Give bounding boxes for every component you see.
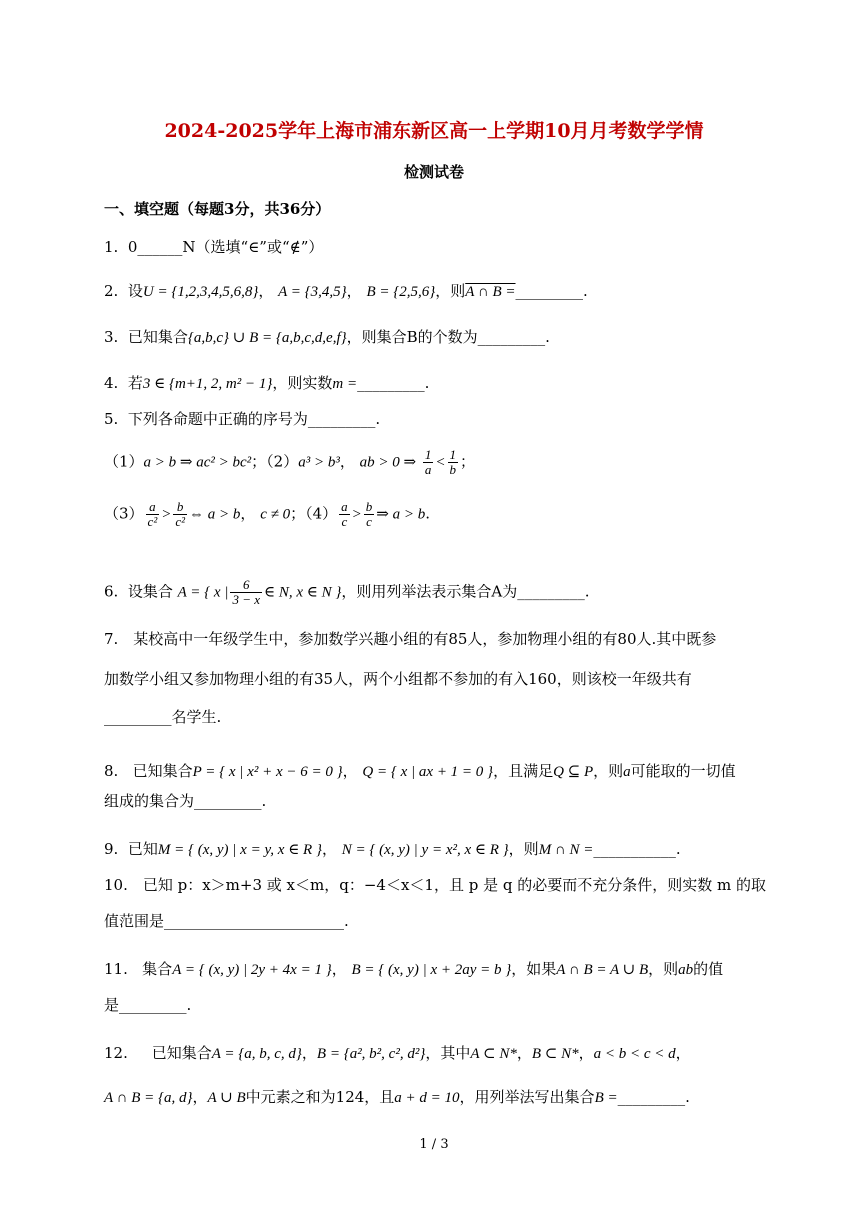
question-10-line-2: 值范围是________________________.	[104, 912, 349, 930]
section-heading: 一、填空题（每题3分，共36分）	[104, 200, 331, 218]
question-6: 6. 设集合 A = { x | $\frac{6}{3 - x}$ ∈ N, x ∈ N }，则用列举法表示集合A为_________.	[104, 577, 590, 607]
question-7-line-1: 7. 某校高中一年级学生中，参加数学兴趣小组的有85人，参加物理小组的有80人.其中既参	[104, 630, 717, 648]
answer-blank: _________	[357, 374, 425, 392]
question-4: 4. 若3 ∈ {m+1, 2, m² − 1}，则实数m =_________.	[104, 374, 430, 392]
question-2: 2. 设U = {1,2,3,4,5,6,8}， A = {3,4,5}， B = {2,5,6}，则A ∩ B =_________.	[104, 282, 588, 300]
answer-blank: _________	[119, 996, 187, 1014]
question-5: 5. 下列各命题中正确的序号为_________.	[104, 410, 381, 428]
answer-blank: ________________________	[164, 912, 345, 930]
question-3: 3. 已知集合{a,b,c} ∪ B = {a,b,c,d,e,f}，则集合B的个数为_________.	[104, 328, 550, 346]
question-7-line-3: _________名学生.	[104, 708, 222, 726]
question-7-line-2: 加数学小组又参加物理小组的有35人，两个小组都不参加的有入160，则该校一年级共有	[104, 670, 692, 688]
answer-blank: _________	[104, 708, 172, 726]
answer-blank: _________	[517, 582, 585, 601]
answer-blank: ______	[137, 238, 183, 256]
question-5-options-1: （1）a > b ⇒ ac² > bc²；（2）a³ > b³， ab > 0 ⇒ $\frac{1}{a}$ < $\frac{1}{b}$ ；	[104, 447, 476, 477]
question-12: 12. 已知集合A = {a, b, c, d}，B = {a², b², c², d²}，其中A ⊂ N*，B ⊂ N*，a < b < c < d，	[104, 1044, 691, 1062]
question-11-line-2: 是_________.	[104, 996, 192, 1014]
question-5-options-2: （3） $\frac{a}{\text{c²}}$ > $\frac{b}{\text{c²}}$ ⇔ a > b， c ≠ 0；（4） $\frac{a}{c}$ > $\frac{b}{c}$ ⇒ a > b.	[104, 499, 430, 529]
question-9: 9. 已知M = { (x, y) | x = y, x ∈ R }， N = { (x, y) | y = x², x ∈ R }，则M ∩ N =___________.	[104, 840, 681, 858]
question-10-line-1: 10. 已知 p：x＞m+3 或 x＜m，q：−4＜x＜1，且 p 是 q 的必要而不充分条件，则实数 m 的取	[104, 876, 766, 894]
question-11: 11. 集合A = { (x, y) | 2y + 4x = 1 }， B = { (x, y) | x + 2ay = b }，如果A ∩ B = A ∪ B，则ab的值	[104, 960, 724, 978]
answer-blank: _________	[307, 410, 376, 428]
answer-blank: _________	[477, 328, 546, 346]
answer-blank: ___________	[593, 840, 676, 858]
question-8: 8. 已知集合P = { x | x² + x − 6 = 0 }， Q = { x | ax + 1 = 0 }，且满足Q ⊆ P，则a可能取的一切值	[104, 762, 736, 780]
question-1: 1. 0______N（选填“∈”或“∉”）	[104, 238, 324, 256]
question-8-line-2: 组成的集合为_________.	[104, 792, 267, 810]
document-subtitle: 检测试卷	[403, 163, 464, 181]
document-title: 2024-2025学年上海市浦东新区高一上学期10月月考数学学情	[164, 120, 704, 142]
answer-blank: _________	[617, 1088, 686, 1106]
answer-blank: _________	[194, 792, 262, 810]
page-number: 1 / 3	[419, 1137, 449, 1152]
answer-blank: _________	[515, 282, 584, 300]
question-12-line-2: A ∩ B = {a, d}，A ∪ B中元素之和为124，且a + d = 10，用列举法写出集合B =_________.	[104, 1088, 690, 1106]
